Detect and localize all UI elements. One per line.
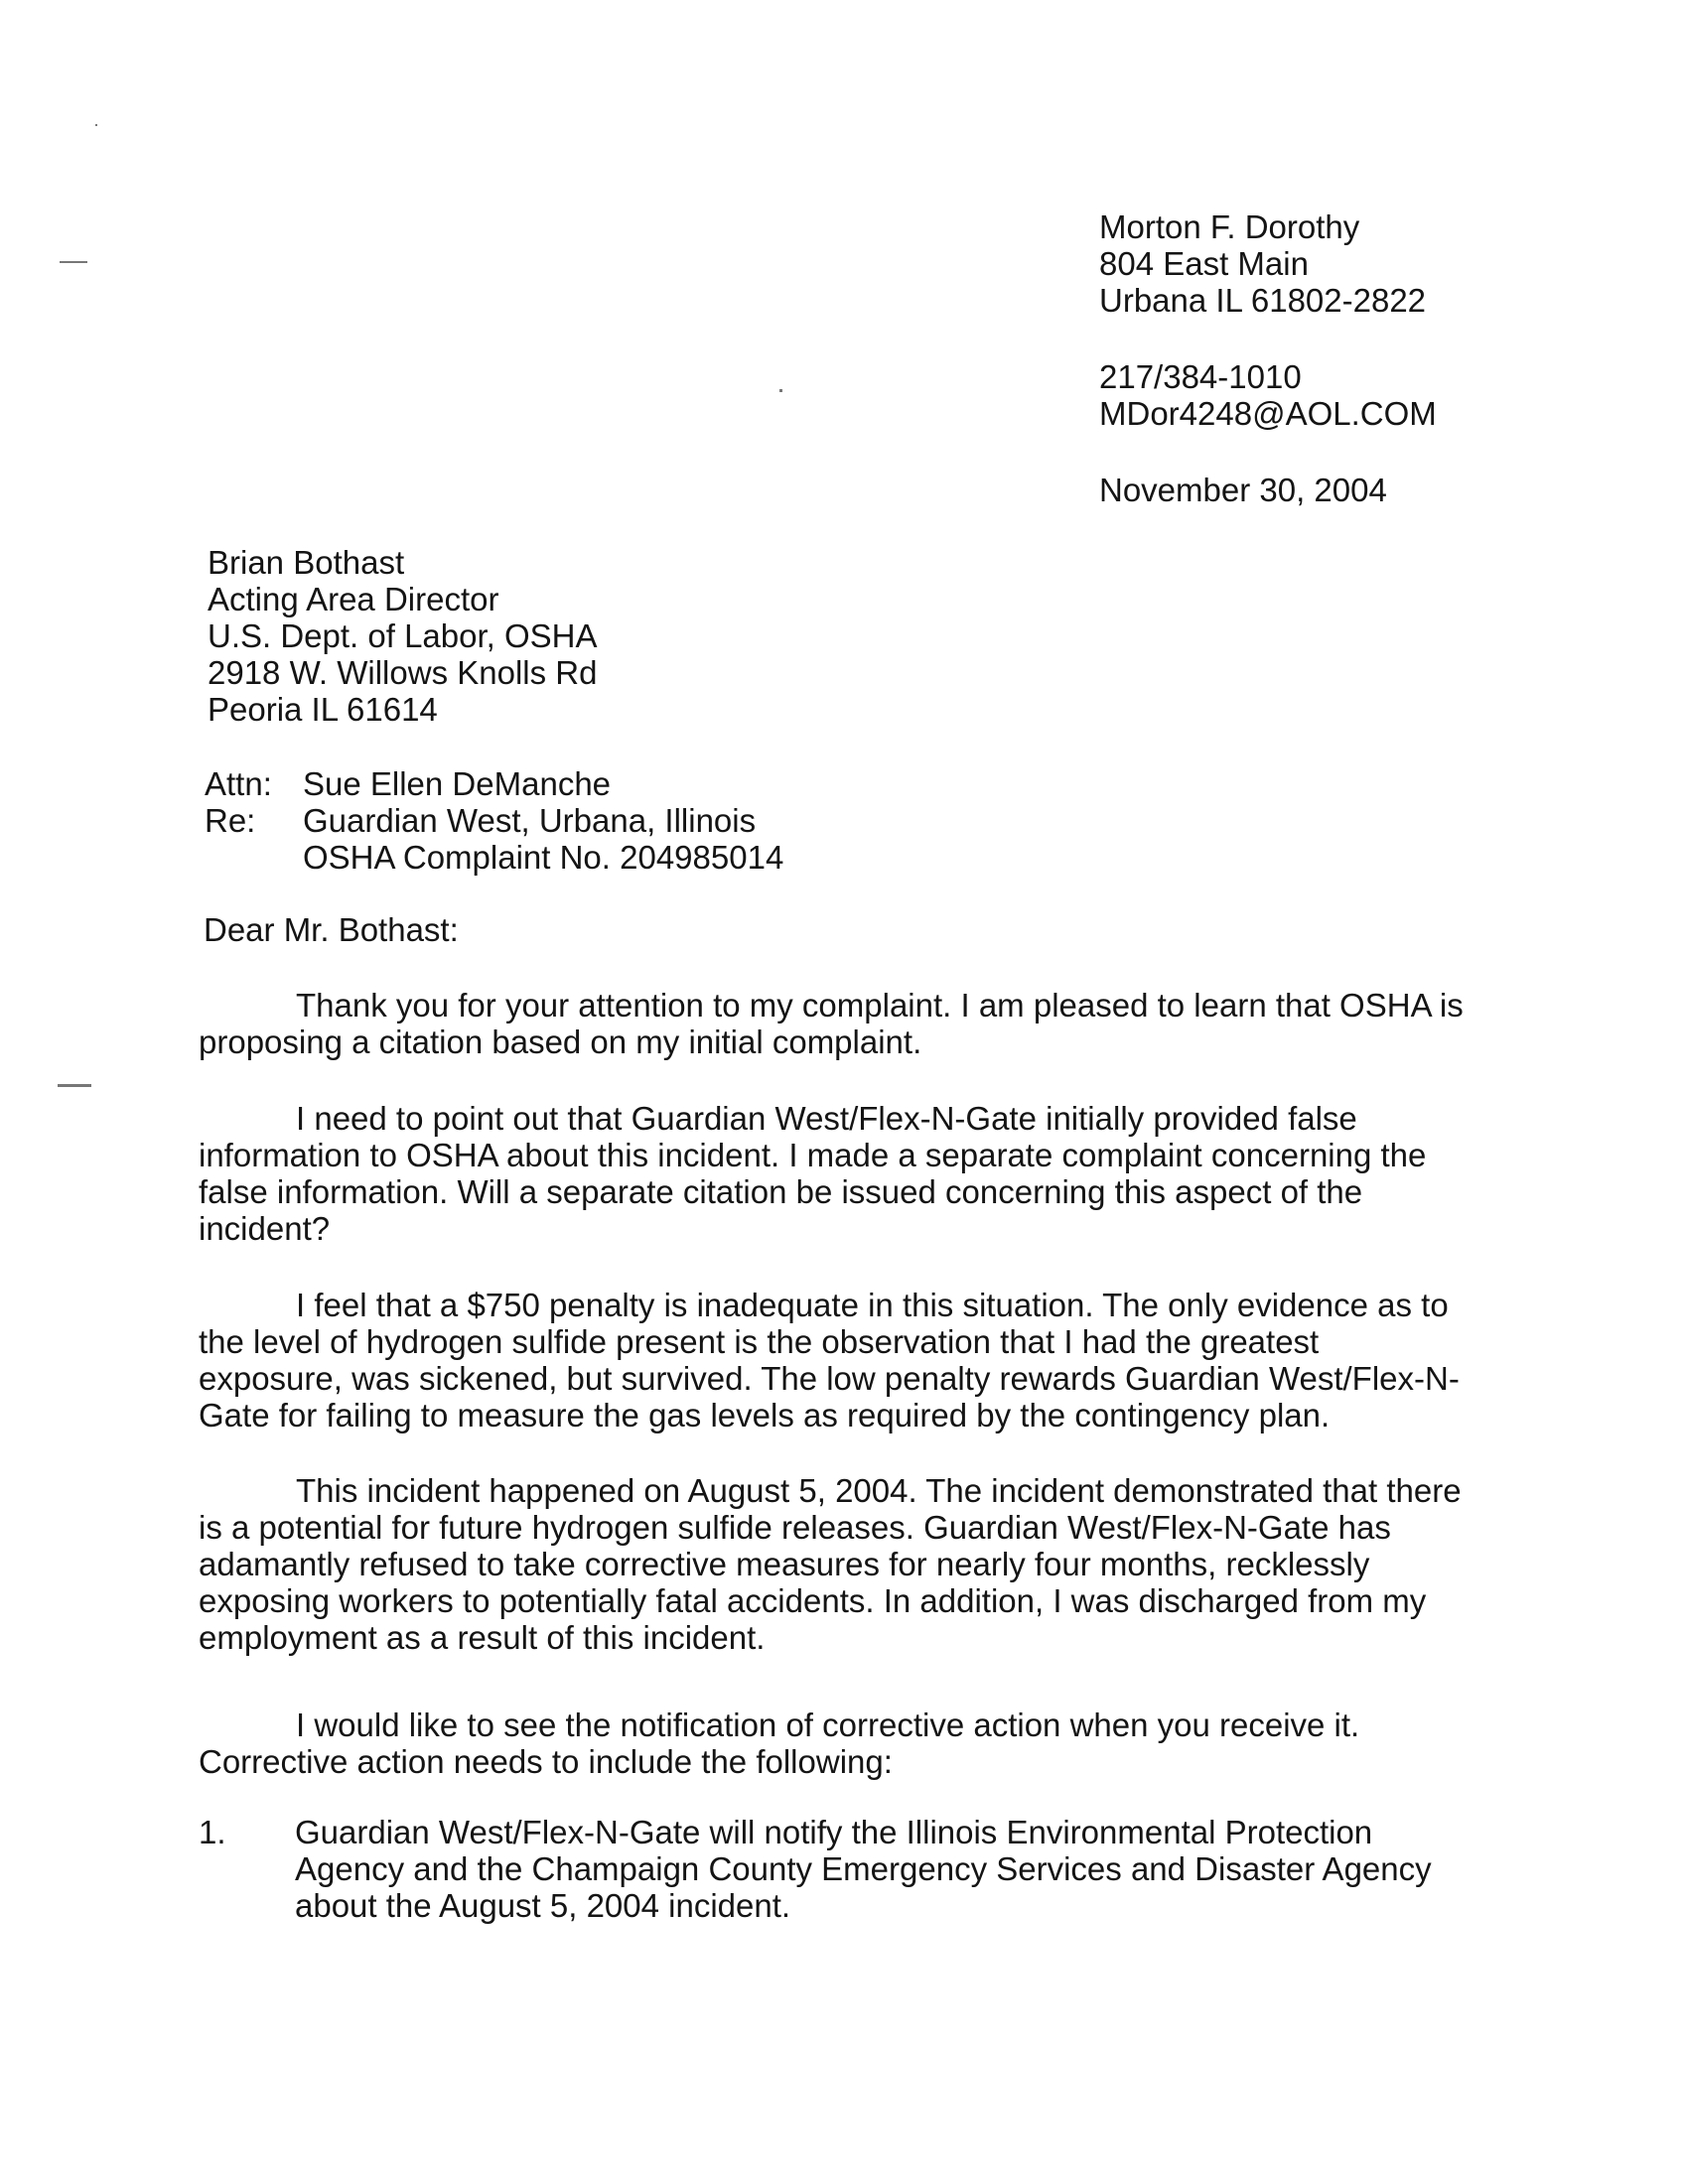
paragraph-line: I feel that a $750 penalty is inadequate in this situation. The only evidence as to <box>296 1287 1449 1323</box>
sender-contact <box>1099 358 1437 432</box>
recipient-city: Peoria IL 61614 <box>208 691 438 728</box>
paragraph-line: proposing a citation based on my initial complaint. <box>199 1024 922 1060</box>
paragraph-line: I need to point out that Guardian West/Flex-N-Gate initially provided false <box>296 1100 1357 1137</box>
paragraph <box>199 1100 1499 1247</box>
sender-email: MDor4248@AOL.COM <box>1099 395 1437 432</box>
sender-name: Morton F. Dorothy <box>1099 208 1360 245</box>
paragraph-line: false information. Will a separate citation be issued concerning this aspect of the <box>199 1173 1363 1210</box>
letter-date <box>1099 472 1387 508</box>
scan-speck <box>58 1084 91 1087</box>
sender-address <box>1099 208 1426 319</box>
list-item-line: about the August 5, 2004 incident. <box>295 1887 791 1924</box>
recipient-organization: U.S. Dept. of Labor, OSHA <box>208 617 598 654</box>
recipient-name: Brian Bothast <box>208 544 405 581</box>
paragraph-line: I would like to see the notification of corrective action when you receive it. <box>296 1706 1360 1743</box>
paragraph-line: incident? <box>199 1210 331 1247</box>
sender-phone: 217/384-1010 <box>1099 358 1302 395</box>
re-line-2: OSHA Complaint No. 204985014 <box>303 839 784 876</box>
paragraph-line: adamantly refused to take corrective measures for nearly four months, recklessly <box>199 1546 1370 1582</box>
paragraph-line: is a potential for future hydrogen sulfide releases. Guardian West/Flex-N-Gate has <box>199 1509 1391 1546</box>
paragraph-line: exposing workers to potentially fatal accidents. In addition, I was discharged from my <box>199 1582 1427 1619</box>
recipient-address <box>208 544 598 728</box>
paragraph-line: the level of hydrogen sulfide present is the observation that I had the greatest <box>199 1323 1320 1360</box>
re-line-1: Guardian West, Urbana, Illinois <box>303 802 757 839</box>
paragraph-line: Thank you for your attention to my complaint. I am pleased to learn that OSHA is <box>296 987 1464 1024</box>
attn-label: Attn: <box>205 765 272 802</box>
paragraph <box>199 1287 1499 1433</box>
salutation <box>204 911 459 948</box>
recipient-title: Acting Area Director <box>208 581 499 617</box>
attn-value: Sue Ellen DeManche <box>303 765 612 802</box>
re-label: Re: <box>205 802 256 839</box>
list-item-line: Agency and the Champaign County Emergency Services and Disaster Agency <box>295 1850 1432 1887</box>
list-item-number: 1. <box>199 1814 226 1850</box>
paragraph-line: information to OSHA about this incident. I made a separate complaint concerning the <box>199 1137 1427 1173</box>
list-item-line: Guardian West/Flex-N-Gate will notify the Illinois Environmental Protection <box>295 1814 1373 1850</box>
date-text: November 30, 2004 <box>1099 472 1387 508</box>
scan-speck <box>60 261 87 263</box>
paragraph-line: Gate for failing to measure the gas levels as required by the contingency plan. <box>199 1397 1331 1433</box>
sender-street: 804 East Main <box>1099 245 1309 282</box>
salutation-text: Dear Mr. Bothast: <box>204 911 459 948</box>
paragraph <box>199 987 1499 1060</box>
sender-city: Urbana IL 61802-2822 <box>1099 282 1427 319</box>
paragraph <box>199 1472 1499 1656</box>
recipient-street: 2918 W. Willows Knolls Rd <box>208 654 598 691</box>
paragraph-line: employment as a result of this incident. <box>199 1619 766 1656</box>
scan-speck <box>779 389 782 392</box>
paragraph <box>199 1706 1499 1780</box>
paragraph-line: exposure, was sickened, but survived. The low penalty rewards Guardian West/Flex-N- <box>199 1360 1460 1397</box>
list-item-text <box>295 1814 1432 1924</box>
scan-speck <box>95 124 97 126</box>
paragraph-line: Corrective action needs to include the following: <box>199 1743 893 1780</box>
paragraph-line: This incident happened on August 5, 2004. The incident demonstrated that there <box>296 1472 1462 1509</box>
